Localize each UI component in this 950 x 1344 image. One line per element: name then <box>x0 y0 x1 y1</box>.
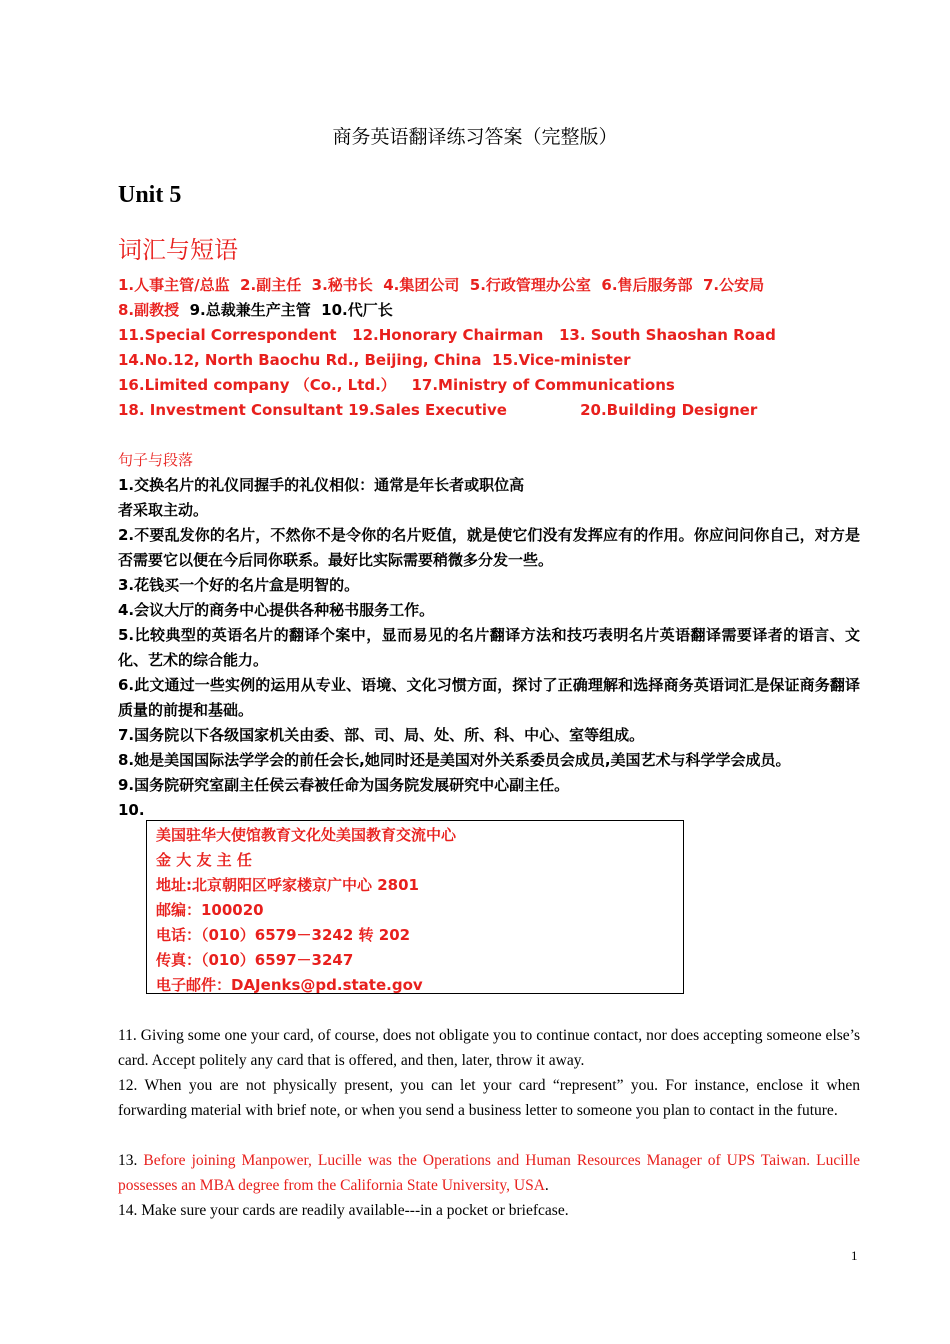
sentence-4: 4.会议大厅的商务中心提供各种秘书服务工作。 <box>118 601 435 619</box>
sentence-2: 2.不要乱发你的名片，不然你不是令你的名片贬值，就是使它们没有发挥应有的作用。你应问问你自己，对方是否需要它以便在今后同你联系。最好比实际需要稍微多分发一些。 <box>118 526 860 569</box>
p13-end: . <box>544 1177 549 1194</box>
vocab-line <box>118 273 764 298</box>
english-paragraph-11: 11. Giving some one your card, of course, does not obligate you to continue contact, nor does accepting someone else’s card. Accept politely any card that is offered, and then, later, throw it away. <box>118 1027 860 1069</box>
vocab-line <box>118 323 776 348</box>
document-title: 商务英语翻译练习答案（完整版） <box>332 126 618 148</box>
vocab-line <box>118 398 757 423</box>
vocab-segment: 1.人事主管/总监 2.副主任 3.秘书长 4.集团公司 5.行政管理办公室 6.售后服务部 7.公安局 <box>118 276 765 294</box>
vocab-line <box>118 298 393 323</box>
vocab-line <box>118 348 631 373</box>
business-card-box <box>146 820 684 994</box>
sentence-10: 10. <box>118 801 145 819</box>
vocab-segment: 18. Investment Consultant 19.Sales Executive 20.Building Designer <box>118 401 758 419</box>
sentence-1a: 1.交换名片的礼仪同握手的礼仪相似：通常是年长者或职位高 <box>118 476 525 494</box>
vocab-heading: 词汇与短语 <box>118 236 238 264</box>
card-phone: 电话：（010）6579－3242 转 202 <box>156 926 411 944</box>
vocab-segment: 16.Limited company （Co., Ltd.） 17.Ministry of Communications <box>118 376 675 394</box>
sentence-9: 9.国务院研究室副主任侯云春被任命为国务院发展研究中心副主任。 <box>118 776 570 794</box>
sentences-heading: 句子与段落 <box>118 451 194 469</box>
p13-number: 13. <box>118 1152 144 1169</box>
page-number: 1 <box>851 1248 858 1263</box>
sentence-1b: 者采取主动。 <box>118 501 209 519</box>
vocab-segment: 14.No.12, North Baochu Rd., Beijing, China 15.Vice-minister <box>118 351 631 369</box>
card-org: 美国驻华大使馆教育文化处美国教育交流中心 <box>156 826 457 844</box>
sentence-8: 8.她是美国国际法学学会的前任会长,她同时还是美国对外关系委员会成员,美国艺术与科学学会成员。 <box>118 751 791 769</box>
vocab-segment: 8.副教授 <box>118 301 190 319</box>
card-postcode: 邮编：100020 <box>156 901 264 919</box>
card-email: 电子邮件：DAJenks@pd.state.gov <box>156 976 423 994</box>
english-paragraph-13 <box>118 1148 860 1198</box>
english-paragraph-12: 12. When you are not physically present, you can let your card “represent” you. For instance, enclose it when forwarding material with brief note, or when you send a business letter to someone you plan to contact in the future. <box>118 1077 860 1119</box>
p13-text: Before joining Manpower, Lucille was the Operations and Human Resources Manager of UPS Taiwan. Lucille possesses an MBA degree from the California State University, USA <box>118 1152 861 1194</box>
unit-heading: Unit 5 <box>118 182 182 208</box>
card-address: 地址:北京朝阳区呼家楼京广中心 2801 <box>156 876 419 894</box>
sentence-3: 3.花钱买一个好的名片盒是明智的。 <box>118 576 360 594</box>
english-paragraph-14: 14. Make sure your cards are readily available---in a pocket or briefcase. <box>118 1202 569 1219</box>
vocab-segment: 11.Special Correspondent 12.Honorary Chairman 13. South Shaoshan Road <box>118 326 776 344</box>
card-name: 金 大 友 主 任 <box>156 851 252 869</box>
vocab-segment: 9.总裁兼生产主管 10.代厂长 <box>189 301 393 319</box>
sentence-7: 7.国务院以下各级国家机关由委、部、司、局、处、所、科、中心、室等组成。 <box>118 726 645 744</box>
vocab-line <box>118 373 675 398</box>
card-fax: 传真：（010）6597－3247 <box>156 951 354 969</box>
sentence-5: 5.比较典型的英语名片的翻译个案中，显而易见的名片翻译方法和技巧表明名片英语翻译需要译者的语言、文化、艺术的综合能力。 <box>118 626 860 669</box>
sentence-6: 6.此文通过一些实例的运用从专业、语境、文化习惯方面，探讨了正确理解和选择商务英语词汇是保证商务翻译质量的前提和基础。 <box>118 676 860 719</box>
